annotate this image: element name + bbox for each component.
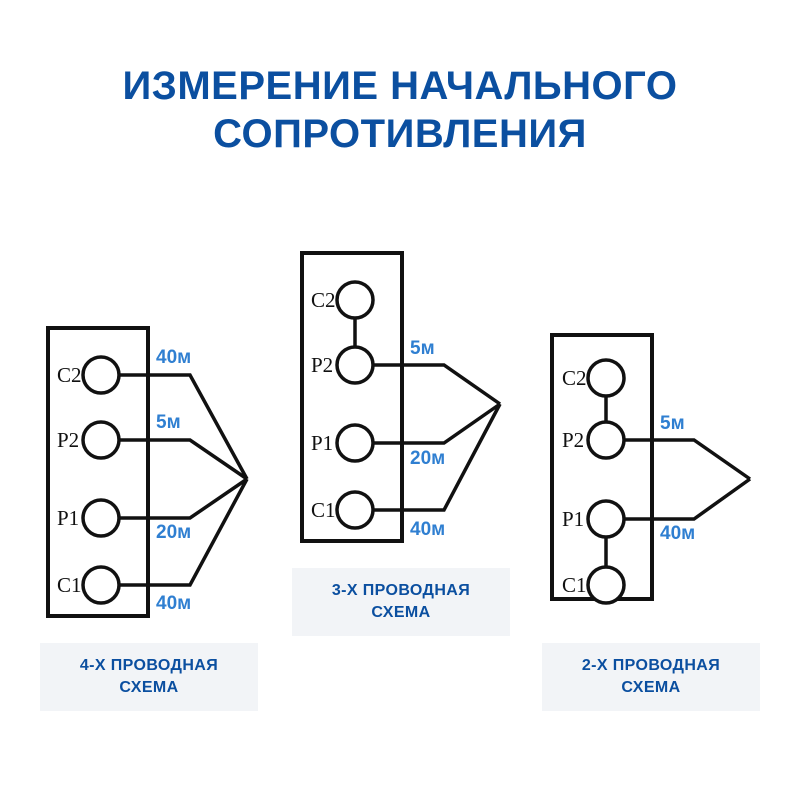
wire-length-c2-4w: 40м bbox=[156, 347, 192, 368]
wire-length-p2-2w: 5м bbox=[660, 413, 685, 434]
page-title: ИЗМЕРЕНИЕ НАЧАЛЬНОГО СОПРОТИВЛЕНИЯ bbox=[122, 64, 678, 156]
wire-length-c1-4w: 40м bbox=[156, 593, 192, 614]
terminal-label-p1-3w: P1 bbox=[311, 431, 334, 455]
terminal-label-c1-4w: C1 bbox=[57, 573, 82, 597]
wire-length-p2-3w: 5м bbox=[410, 338, 435, 359]
caption-three-wire: 3-Х ПРОВОДНАЯ СХЕМА bbox=[292, 568, 510, 636]
terminal-label-p2-2w: P2 bbox=[562, 428, 585, 452]
terminal-label-p2-3w: P2 bbox=[311, 353, 334, 377]
terminal-label-c2-2w: C2 bbox=[562, 366, 587, 390]
terminal-label-c1-2w: C1 bbox=[562, 573, 587, 597]
terminal-label-p2-4w: P2 bbox=[57, 428, 80, 452]
wire-length-p1-4w: 20м bbox=[156, 522, 192, 543]
terminal-label-c1-3w: C1 bbox=[311, 498, 336, 522]
terminal-label-c2-3w: C2 bbox=[311, 288, 336, 312]
terminal-label-p1-2w: P1 bbox=[562, 507, 585, 531]
terminal-label-c2-4w: C2 bbox=[57, 363, 82, 387]
wire-length-p1-2w: 40м bbox=[660, 523, 696, 544]
caption-four-wire: 4-Х ПРОВОДНАЯ СХЕМА bbox=[40, 643, 258, 711]
caption-two-wire: 2-Х ПРОВОДНАЯ СХЕМА bbox=[542, 643, 760, 711]
wire-length-p1-3w: 20м bbox=[410, 448, 446, 469]
terminal-label-p1-4w: P1 bbox=[57, 506, 80, 530]
wire-length-c1-3w: 40м bbox=[410, 519, 446, 540]
wire-length-p2-4w: 5м bbox=[156, 412, 181, 433]
